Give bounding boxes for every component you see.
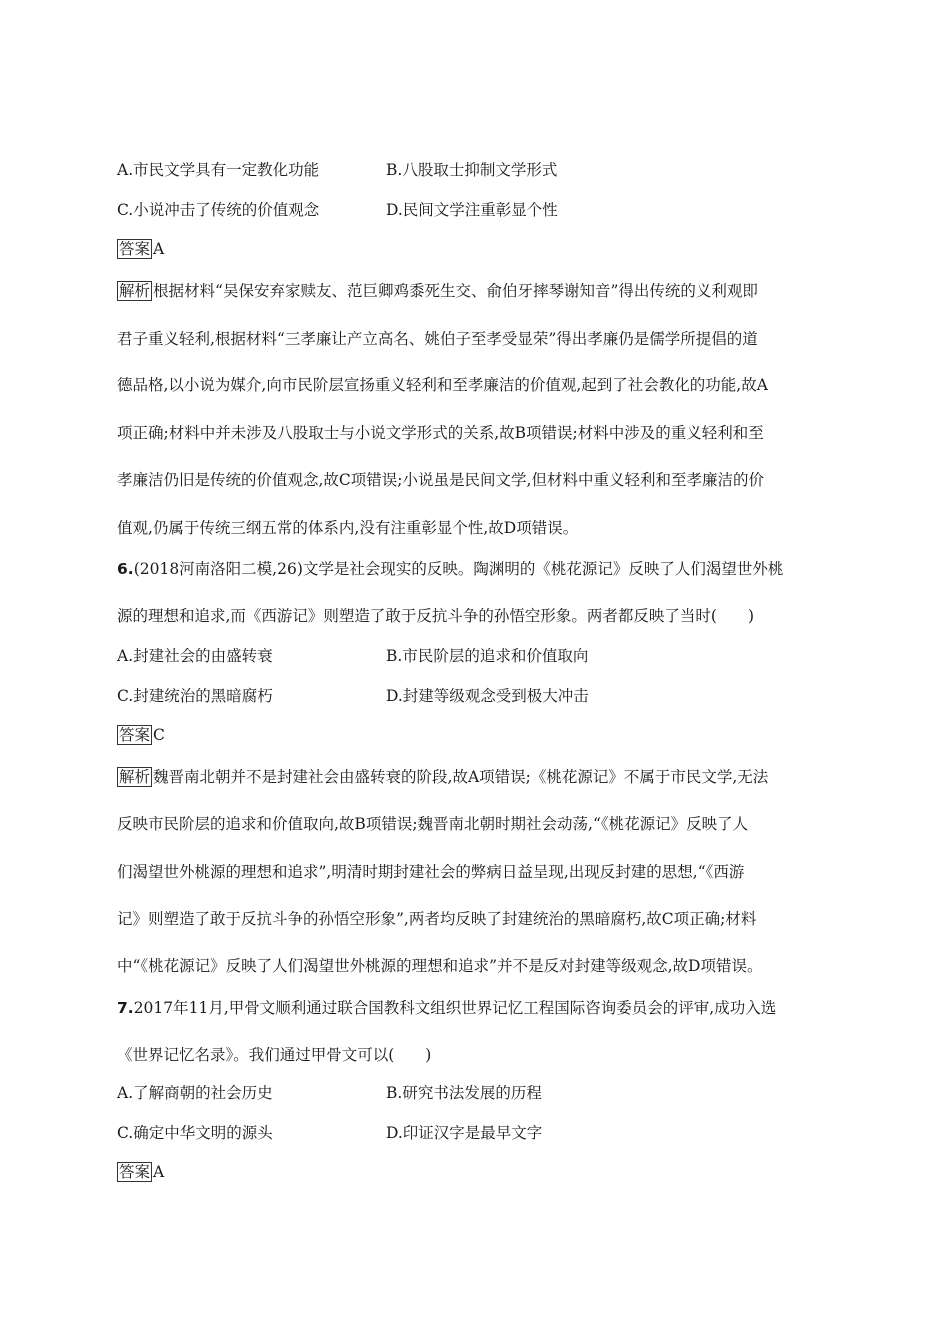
q6-option-d: D.封建等级观念受到极大冲击 xyxy=(386,687,589,705)
q6-answer-line xyxy=(117,724,165,746)
q6-analysis-line-4: 记》则塑造了敢于反抗斗争的孙悟空形象”,两者均反映了封建统治的黑暗腐朽,故C项正确;材料 xyxy=(117,910,757,928)
analysis-tag: 解析 xyxy=(119,768,151,786)
q6-analysis-line-3: 们渴望世外桃源的理想和追求”,明清时期封建社会的弊病日益呈现,出现反封建的思想,“《西游 xyxy=(117,863,745,881)
q6-answer: C xyxy=(153,726,165,744)
q5-analysis-line-3: 德品格,以小说为媒介,向市民阶层宣扬重义轻利和至孝廉洁的价值观,起到了社会教化的功能,故A xyxy=(117,376,768,394)
q5-analysis-line-5: 孝廉洁仍旧是传统的价值观念,故C项错误;小说虽是民间文学,但材料中重义轻利和至孝廉洁的价 xyxy=(117,471,764,489)
q7-answer-line xyxy=(117,1161,164,1183)
q7-option-d: D.印证汉字是最早文字 xyxy=(386,1124,543,1142)
question-number: 7. xyxy=(117,999,134,1017)
q7-stem-line-2: 《世界记忆名录》。我们通过甲骨文可以( ) xyxy=(117,1046,432,1064)
q6-stem-text: (2018河南洛阳二模,26)文学是社会现实的反映。陶渊明的《桃花源记》反映了人们渴望世外桃 xyxy=(133,560,784,578)
q7-option-c: C.确定中华文明的源头 xyxy=(117,1124,273,1142)
q7-option-b: B.研究书法发展的历程 xyxy=(386,1084,542,1102)
analysis-tag: 解析 xyxy=(119,282,151,300)
answer-tag: 答案 xyxy=(119,240,151,258)
q5-answer-line xyxy=(117,238,164,260)
q6-stem-line-1 xyxy=(117,558,783,580)
q5-option-a: A.市民文学具有一定教化功能 xyxy=(117,161,320,179)
q5-option-b: B.八股取士抑制文学形式 xyxy=(386,161,558,179)
q6-analysis-line-2: 反映市民阶层的追求和价值取向,故B项错误;魏晋南北朝时期社会动荡,“《桃花源记》反映了人 xyxy=(117,815,749,833)
q6-option-b: B.市民阶层的追求和价值取向 xyxy=(386,647,589,665)
question-number: 6. xyxy=(117,560,134,578)
q7-answer: A xyxy=(153,1163,165,1181)
q5-option-d: D.民间文学注重彰显个性 xyxy=(386,201,558,219)
q5-analysis-line-4: 项正确;材料中并未涉及八股取士与小说文学形式的关系,故B项错误;材料中涉及的重义轻利和至 xyxy=(117,424,764,442)
q6-stem-line-2: 源的理想和追求,而《西游记》则塑造了敢于反抗斗争的孙悟空形象。两者都反映了当时( ) xyxy=(117,607,755,625)
q5-analysis-line-6: 值观,仍属于传统三纲五常的体系内,没有注重彰显个性,故D项错误。 xyxy=(117,519,579,537)
q7-option-a: A.了解商朝的社会历史 xyxy=(117,1084,273,1102)
q5-option-c: C.小说冲击了传统的价值观念 xyxy=(117,201,320,219)
answer-tag: 答案 xyxy=(119,726,151,744)
q6-analysis-line-1 xyxy=(117,766,768,788)
q5-answer: A xyxy=(153,240,165,258)
q5-analysis-line-1 xyxy=(117,280,758,302)
q7-stem-line-1 xyxy=(117,997,776,1019)
q7-stem-text: 2017年11月,甲骨文顺利通过联合国教科文组织世界记忆工程国际咨询委员会的评审,成功入选 xyxy=(133,999,777,1017)
q5-analysis-text: 根据材料“吴保安弃家赎友、范巨卿鸡黍死生交、俞伯牙摔琴谢知音”得出传统的义利观即 xyxy=(153,282,758,300)
q6-option-a: A.封建社会的由盛转衰 xyxy=(117,647,273,665)
answer-tag: 答案 xyxy=(119,1163,151,1181)
q5-analysis-line-2: 君子重义轻利,根据材料“三孝廉让产立高名、姚伯子至孝受显荣”得出孝廉仍是儒学所提倡的道 xyxy=(117,330,758,348)
q6-analysis-text: 魏晋南北朝并不是封建社会由盛转衰的阶段,故A项错误;《桃花源记》不属于市民文学,无法 xyxy=(153,768,769,786)
q6-option-c: C.封建统治的黑暗腐朽 xyxy=(117,687,273,705)
q6-analysis-line-5: 中“《桃花源记》反映了人们渴望世外桃源的理想和追求”并不是反对封建等级观念,故D项错误。 xyxy=(117,957,763,975)
